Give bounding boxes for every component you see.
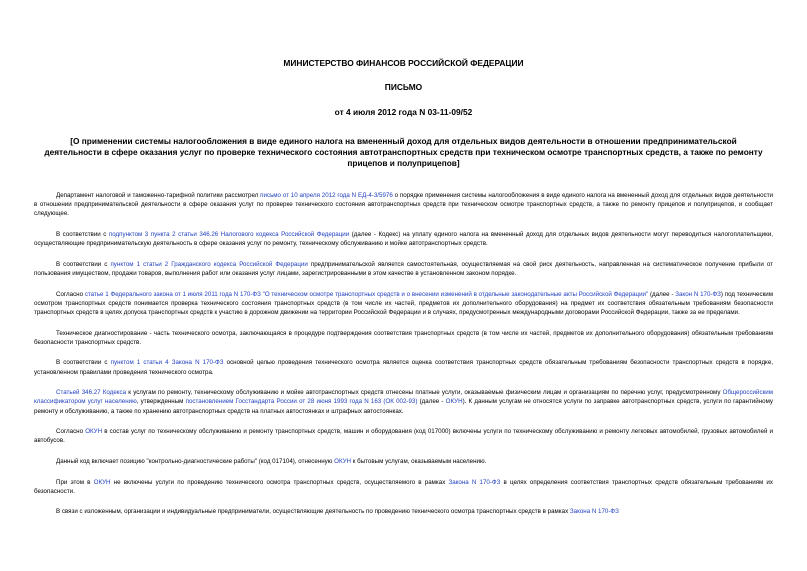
document-link[interactable]: статье 1 Федерального закона от 1 июля 2011 года N 170-ФЗ "О техническом осмотре транспортных средств и о внесении изменений в отдельные законодательные акты Российской Федерации" [84, 290, 649, 298]
paragraph [34, 260, 773, 278]
paragraph-text: В соответствии с [56, 359, 111, 367]
paragraph-text: Согласно [56, 290, 85, 298]
document-link[interactable]: Закона N 170-ФЗ [569, 508, 619, 516]
paragraph [34, 478, 773, 496]
document-link[interactable]: ОКУН [85, 428, 103, 436]
paragraph-text: ) под техническим осмотром транспортных средств понимается проверка технического состояния транспортных средств (в том числе их частей, предметов их дополнительного оборудования) на предмет их соответствия обязательным требованиям безопасности транспортных средств в целях допуска транспортных средств к участию в дорожном движении на территории Российской Федерации и в случаях, предусмотренных международными договорами Российской Федерации, также за ее пределами. [34, 290, 774, 316]
paragraph-text: Департамент налоговой и таможенно-тарифной политики рассмотрел [56, 192, 261, 199]
paragraph [34, 329, 773, 347]
paragraph-text: ). К данным услугам не относятся услуги по заправке автотранспортных средств, услуги по гарантийному ремонту и обслуживанию, а также по хранению автотранспортных средств на платных автостоянках и штрафных автостоянках. [34, 398, 773, 415]
paragraph-text: (далее - [417, 398, 446, 406]
paragraph-text: Данный код включает позицию "контрольно-диагностические работы" (код 017104), отнесенную [56, 457, 335, 465]
paragraph-text: Согласно [56, 428, 86, 436]
document-link[interactable]: ОКУН [93, 478, 111, 486]
ministry-heading: МИНИСТЕРСТВО ФИНАНСОВ РОССИЙСКОЙ ФЕДЕРАЦИИ [283, 58, 524, 68]
paragraph-text: о порядке применения системы налогообложения в виде единого налога на вмененный доход для отдельных видов деятельности в отношении предпринимательской деятельности в сфере оказания услуг по проверке технического состояния автотранспортных средств при техническом осмотре транспортных средств, а также по ремонту прицепов и полуприцепов, и сообщает следующее. [34, 192, 773, 218]
document-link[interactable]: письмо от 10 апреля 2012 года N ЕД-4-3/5976 [260, 192, 393, 199]
paragraph [34, 358, 773, 376]
paragraph [34, 230, 773, 248]
document-date-number: от 4 июля 2012 года N 03-11-09/52 [334, 107, 473, 117]
paragraph-text: Техническое диагностирование - часть технического осмотра, заключающаяся в процедуре подтверждения соответствия транспортных средств (в том числе их частей, предметов их дополнительного оборудования) обязательным требованиям безопасности транспортных средств. [34, 329, 773, 346]
document-link[interactable]: Общероссийским классификатором услуг населению [34, 389, 773, 406]
paragraph-text: В связи с изложенным, организации и индивидуальные предприниматели, осуществляющие деятельность по проведению технического осмотра транспортных средств в рамках [56, 508, 570, 516]
document-type: ПИСЬМО [384, 82, 423, 92]
document-link[interactable]: Статьей 346.27 Кодекса [56, 389, 127, 397]
paragraph-text: (далее - [648, 290, 676, 298]
paragraph [34, 191, 773, 219]
paragraph [34, 427, 773, 445]
paragraph-text: в целях определения соответствия транспортных средств обязательным требованиям их безопасности. [34, 478, 773, 495]
paragraph-text: к бытовым услугам, оказываемым населению. [351, 457, 487, 465]
paragraph-text: предпринимательской является самостоятельная, осуществляемая на свой риск деятельность, направленная на систематическое получение прибыли от пользования имуществом, продажи товаров, выполнения работ или оказания услуг лицами, зарегистрированными в этом качестве в установленном законом порядке. [34, 260, 773, 277]
document-body [34, 191, 773, 517]
document-link[interactable]: пунктом 1 статьи 2 Гражданского кодекса Российской Федерации [110, 260, 308, 268]
document-link[interactable]: ОКУН [445, 398, 463, 406]
paragraph [34, 290, 773, 318]
document-link[interactable]: Закон N 170-ФЗ [675, 290, 721, 298]
paragraph-text: не включены услуги по проведению технического осмотра транспортных средств, осуществляемого в рамках [110, 478, 449, 486]
paragraph [34, 507, 773, 516]
paragraph-text: В соответствии с [56, 231, 109, 238]
document-link[interactable]: Закона N 170-ФЗ [448, 478, 501, 486]
paragraph-text: В соответствии с [56, 260, 111, 268]
document-link[interactable]: пунктом 1 статьи 4 Закона N 170-ФЗ [110, 359, 224, 367]
paragraph [34, 457, 773, 466]
document-link[interactable]: подпунктом 3 пункта 2 статьи 346.26 Налогового кодекса Российской Федерации [108, 231, 350, 238]
paragraph-text: , утвержденным [136, 398, 186, 406]
paragraph [34, 388, 773, 416]
document-link[interactable]: постановлением Госстандарта России от 28 июня 1993 года N 163 (ОК 002-93) [185, 398, 418, 406]
document-link[interactable]: ОКУН [334, 457, 352, 465]
paragraph-text: При этом в [56, 478, 94, 486]
paragraph-text: к услугам по ремонту, техническому обслуживанию и мойке автотранспортных средств отнесены платные услуги, оказываемые физическим лицам и организациям по перечню услуг, предусмотренному [126, 389, 723, 397]
paragraph-text: (далее - Кодекс) на уплату единого налога на вмененный доход для отдельных видов деятельности могут переводиться налогоплательщики, осуществляющие предпринимательскую деятельность в сфере оказания услуг по ремонту, техническому обслуживанию и мойке автотранспортных средств. [34, 231, 773, 248]
paragraph-text: основной целью проведения технического осмотра является оценка соответствия транспортных средств обязательным требованиям безопасности транспортных средств в порядке, установленном правилами проведения технического осмотра. [34, 359, 773, 376]
document-subject: [О применении системы налогообложения в виде единого налога на вмененный доход для отдельных видов деятельности в отношении предпринимательской деятельности в сфере оказания услуг по проверке технического состояния автотранспортных средств при техническом осмотре транспортных средств, а также по ремонту прицепов и полуприцепов] [44, 136, 763, 168]
paragraph-text: в состав услуг по техническому обслуживанию и ремонту транспортных средств, машин и оборудования (код 017000) включены услуги по техническому обслуживанию и ремонту легковых автомобилей, грузовых автомобилей и автобусов. [34, 428, 773, 445]
